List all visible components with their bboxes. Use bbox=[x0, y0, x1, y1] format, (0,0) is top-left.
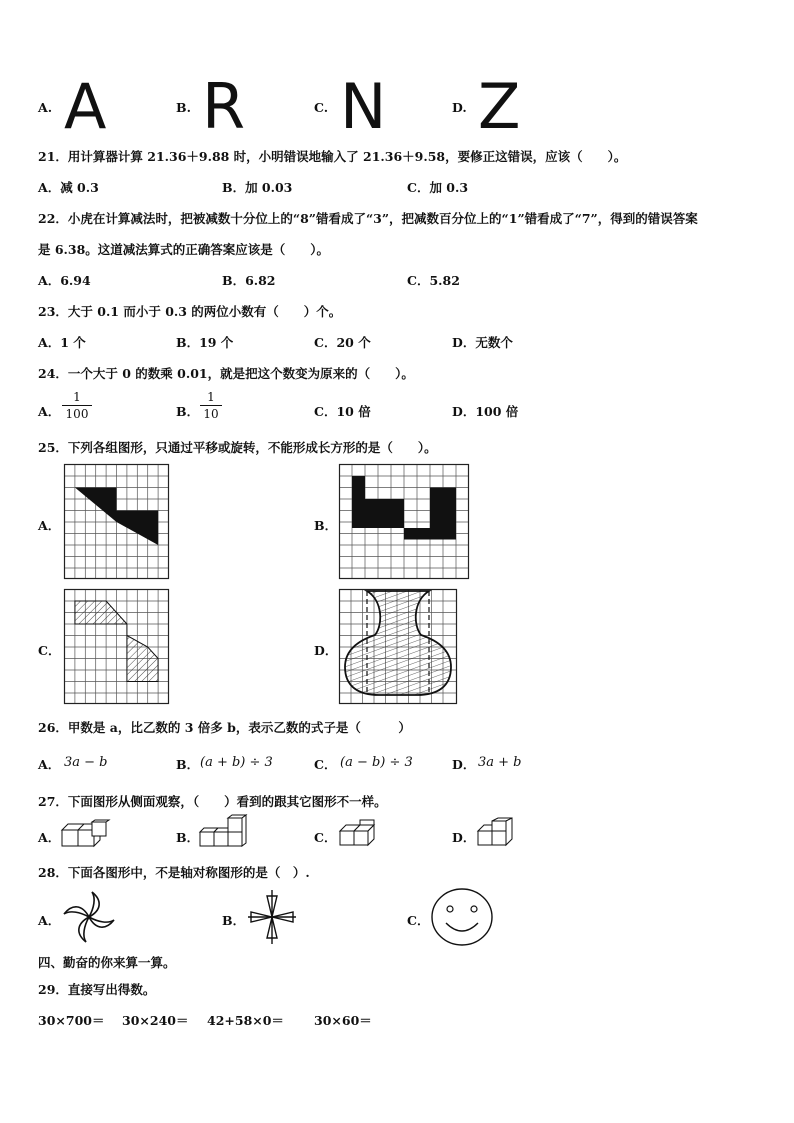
q21-stem: 21．用计算器计算 21.36＋9.88 时，小明错误地输入了 21.36＋9.58，要修正这错误，应该（ ）。 bbox=[38, 149, 627, 164]
q27-stem: 27．下面图形从侧面观察，（ ）看到的跟其它图形不一样。 bbox=[38, 794, 387, 809]
q29-stem: 29．直接写出得数。 bbox=[38, 982, 156, 997]
black-l-shape-right bbox=[404, 488, 456, 540]
q22-option-a: A．6.94 bbox=[38, 273, 91, 288]
q28-option-c-label: C． bbox=[407, 913, 430, 928]
q26-stem: 26．甲数是 a，比乙数的 3 倍多 b，表示乙数的式子是（ ） bbox=[38, 720, 411, 735]
q24-option-a-label: A． bbox=[38, 404, 61, 419]
q22-option-b: B．6.82 bbox=[222, 273, 276, 288]
q27-figure-c-cubes bbox=[338, 820, 380, 848]
section-4-title: 四、勤奋的你来算一算。 bbox=[38, 955, 176, 970]
q22-option-c: C．5.82 bbox=[407, 273, 460, 288]
q28-figure-c-smiley bbox=[430, 887, 494, 947]
q26-option-b-label: B． bbox=[176, 757, 200, 772]
q20-option-a-letter: A bbox=[64, 70, 107, 143]
q25-figure-c bbox=[64, 589, 169, 704]
q26-option-a-label: A． bbox=[38, 757, 61, 772]
q24-option-b-fraction bbox=[200, 390, 222, 421]
q27-figure-b-cubes bbox=[198, 815, 250, 849]
q25-figure-b bbox=[339, 464, 469, 579]
q29-item-2: 30×240＝ bbox=[122, 1013, 189, 1028]
q28-figure-a-pinwheel bbox=[60, 890, 118, 944]
q24-option-a-fraction bbox=[62, 390, 92, 421]
q21-option-a: A．减 0.3 bbox=[38, 180, 99, 195]
q27-option-d-label: D． bbox=[452, 830, 476, 845]
q24-option-b-label: B． bbox=[176, 404, 200, 419]
q27-figure-a-cubes bbox=[60, 820, 110, 848]
fraction-bar bbox=[200, 405, 222, 406]
q24-b-numerator: 1 bbox=[207, 390, 215, 404]
fraction-bar bbox=[62, 405, 92, 406]
q28-option-b-label: B． bbox=[222, 913, 246, 928]
q23-option-d: D．无数个 bbox=[452, 335, 513, 350]
q26-option-b-expr: (a + b) ÷ 3 bbox=[200, 755, 273, 770]
q24-a-denominator: 100 bbox=[65, 407, 89, 421]
q25-option-a-label: A． bbox=[38, 518, 61, 533]
q25-option-d-label: D． bbox=[314, 643, 338, 658]
q24-a-numerator: 1 bbox=[73, 390, 81, 404]
q21-option-b: B．加 0.03 bbox=[222, 180, 293, 195]
q20-option-c-label: C. bbox=[314, 100, 329, 115]
q25-option-c-label: C． bbox=[38, 643, 61, 658]
q24-option-c: C．10 倍 bbox=[314, 404, 371, 419]
vase-shape bbox=[345, 591, 451, 695]
q24-option-d: D．100 倍 bbox=[452, 404, 519, 419]
q25-option-b-label: B． bbox=[314, 518, 338, 533]
q25-figure-d bbox=[339, 589, 457, 704]
q28-option-a-label: A． bbox=[38, 913, 61, 928]
q25-stem: 25．下列各组图形，只通过平移或旋转，不能形成长方形的是（ ）。 bbox=[38, 440, 437, 455]
q22-stem-line1: 22．小虎在计算减法时，把被减数十分位上的“8”错看成了“3”，把减数百分位上的“1”错看成了“7”，得到的错误答案 bbox=[38, 211, 698, 226]
q23-option-a: A．1 个 bbox=[38, 335, 86, 350]
q26-option-d-label: D． bbox=[452, 757, 476, 772]
q27-figure-d-cubes bbox=[476, 818, 518, 848]
q20-option-a-label: A. bbox=[38, 100, 53, 115]
q20-option-d-letter: Z bbox=[478, 70, 521, 143]
q27-option-b-label: B． bbox=[176, 830, 200, 845]
q27-option-c-label: C． bbox=[314, 830, 337, 845]
q29-item-4: 30×60＝ bbox=[314, 1013, 372, 1028]
q20-option-b-letter: R bbox=[202, 70, 246, 143]
q24-stem: 24．一个大于 0 的数乘 0.01，就是把这个数变为原来的（ ）。 bbox=[38, 366, 414, 381]
q23-stem: 23．大于 0.1 而小于 0.3 的两位小数有（ ）个。 bbox=[38, 304, 342, 319]
q26-option-c-expr: (a − b) ÷ 3 bbox=[340, 755, 413, 770]
q20-option-b-label: B. bbox=[176, 100, 191, 115]
q25-figure-a bbox=[64, 464, 169, 579]
q20-option-d-label: D. bbox=[452, 100, 467, 115]
q24-b-denominator: 10 bbox=[203, 407, 219, 421]
q28-figure-b-cross-star bbox=[244, 888, 300, 946]
q20-option-c-letter: N bbox=[340, 70, 387, 143]
q29-item-3: 42+58×0＝ bbox=[207, 1013, 284, 1028]
q22-stem-line2: 是 6.38。这道减法算式的正确答案应该是（ ）。 bbox=[38, 242, 330, 257]
q23-option-c: C．20 个 bbox=[314, 335, 371, 350]
q29-item-1: 30×700＝ bbox=[38, 1013, 105, 1028]
q26-option-d-expr: 3a + b bbox=[478, 755, 522, 770]
q28-stem: 28．下面各图形中，不是轴对称图形的是（ ）. bbox=[38, 865, 310, 880]
q21-option-c: C．加 0.3 bbox=[407, 180, 469, 195]
q27-option-a-label: A． bbox=[38, 830, 61, 845]
q23-option-b: B．19 个 bbox=[176, 335, 234, 350]
q26-option-c-label: C． bbox=[314, 757, 337, 772]
q26-option-a-expr: 3a − b bbox=[64, 755, 108, 770]
